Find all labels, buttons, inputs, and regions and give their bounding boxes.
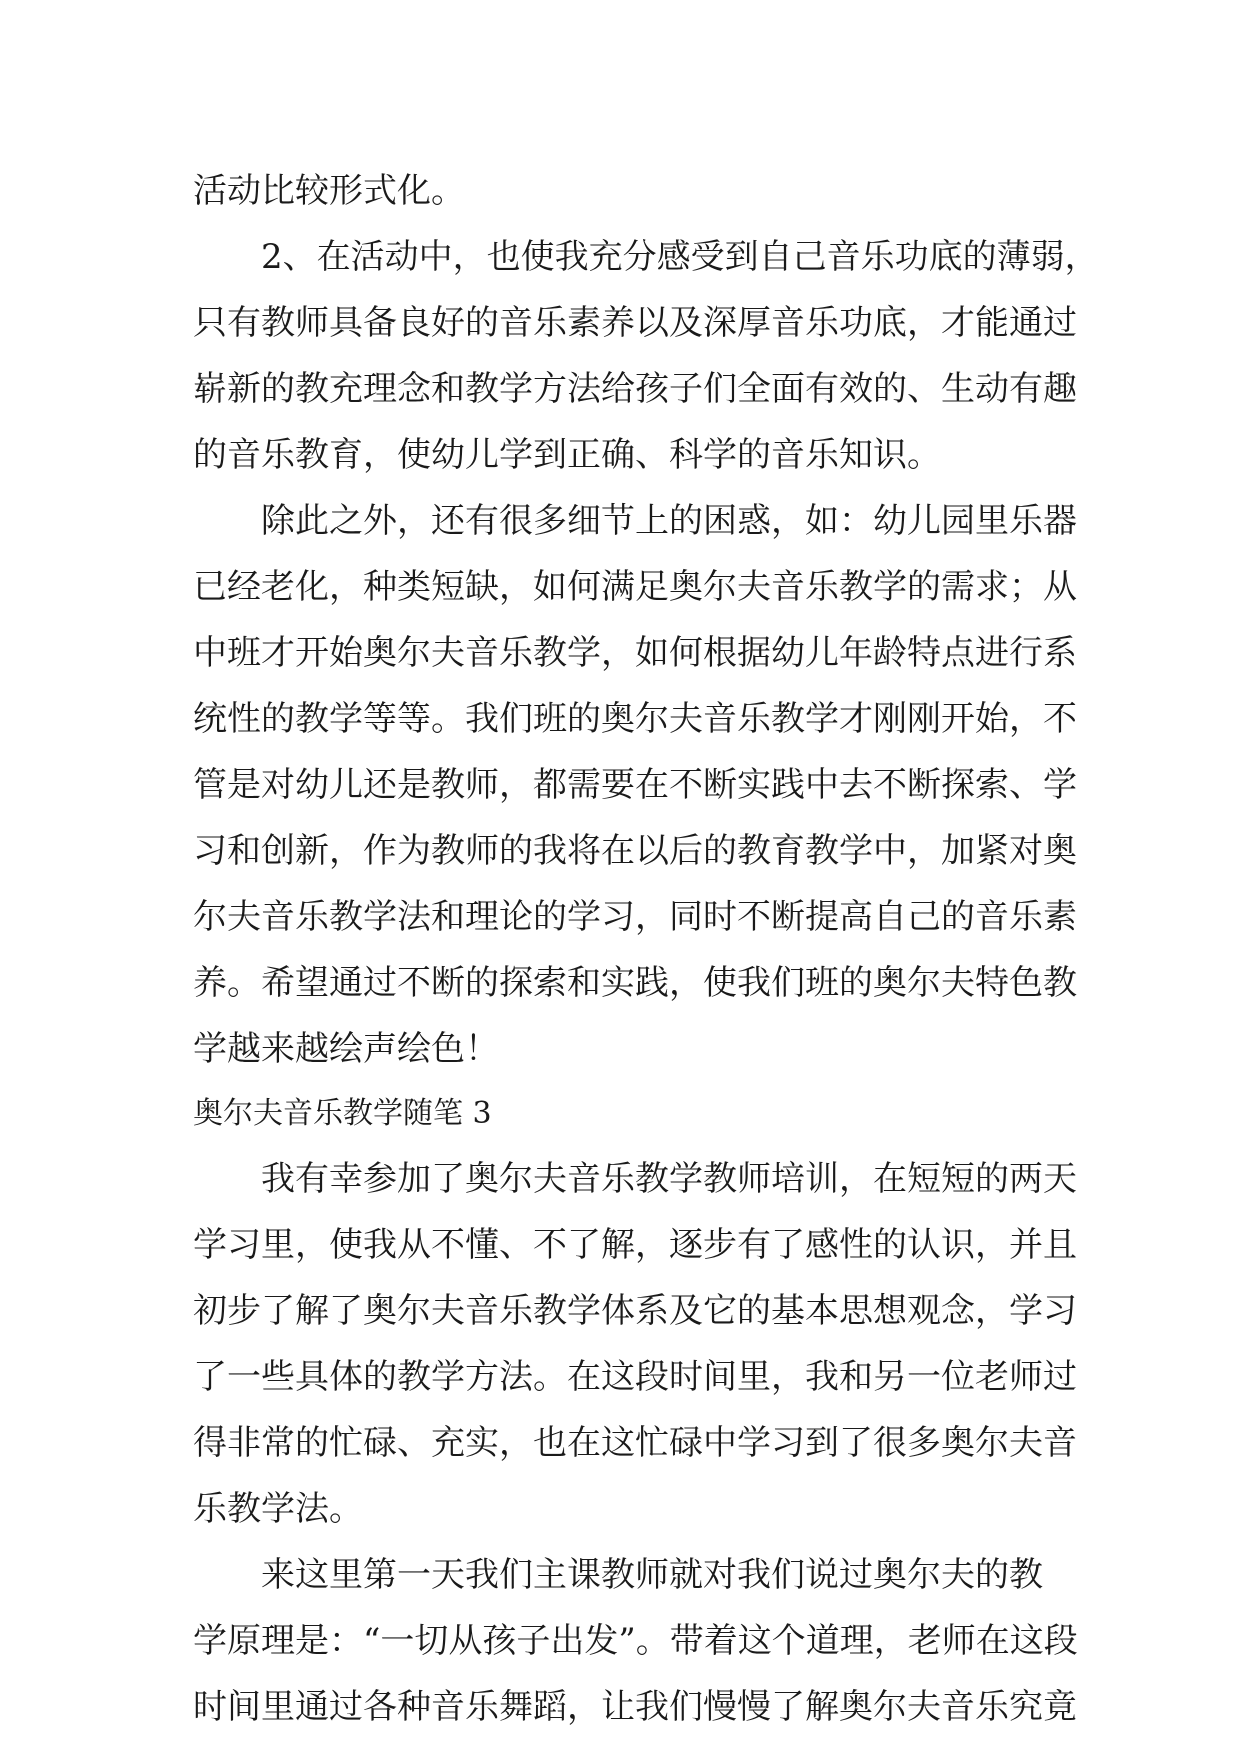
paragraph-line: 习和创新，作为教师的我将在以后的教育教学中，加紧对奥 (193, 831, 1077, 871)
paragraph-line: 的音乐教育，使幼儿学到正确、科学的音乐知识。 (193, 435, 941, 475)
paragraph-line: 来这里第一天我们主课教师就对我们说过奥尔夫的教 (193, 1555, 1043, 1595)
section-heading: 奥尔夫音乐教学随笔 3 (193, 1096, 492, 1131)
paragraph-line: 2、在活动中，也使我充分感受到自己音乐功底的薄弱， (193, 237, 1099, 277)
paragraph-line: 只有教师具备良好的音乐素养以及深厚音乐功底，才能通过 (193, 303, 1077, 343)
paragraph-line: 中班才开始奥尔夫音乐教学，如何根据幼儿年龄特点进行系 (193, 633, 1077, 673)
paragraph-line: 活动比较形式化。 (193, 171, 465, 211)
paragraph-line: 我有幸参加了奥尔夫音乐教学教师培训，在短短的两天 (193, 1159, 1077, 1199)
paragraph-line: 养。希望通过不断的探索和实践，使我们班的奥尔夫特色教 (193, 963, 1077, 1003)
paragraph-line: 了一些具体的教学方法。在这段时间里，我和另一位老师过 (193, 1357, 1077, 1397)
paragraph-line: 时间里通过各种音乐舞蹈，让我们慢慢了解奥尔夫音乐究竟 (193, 1687, 1077, 1727)
paragraph-line: 崭新的教充理念和教学方法给孩子们全面有效的、生动有趣 (193, 369, 1077, 409)
paragraph-line: 除此之外，还有很多细节上的困惑，如：幼儿园里乐器 (193, 501, 1077, 541)
paragraph-line: 统性的教学等等。我们班的奥尔夫音乐教学才刚刚开始，不 (193, 699, 1077, 739)
paragraph-line: 管是对幼儿还是教师，都需要在不断实践中去不断探索、学 (193, 765, 1077, 805)
paragraph-line: 乐教学法。 (193, 1489, 363, 1529)
paragraph-line: 初步了解了奥尔夫音乐教学体系及它的基本思想观念，学习 (193, 1291, 1077, 1331)
document-body (193, 158, 1099, 1740)
paragraph-line: 得非常的忙碌、充实，也在这忙碌中学习到了很多奥尔夫音 (193, 1423, 1077, 1463)
paragraph-line: 学原理是：“一切从孩子出发”。带着这个道理，老师在这段 (193, 1621, 1078, 1661)
paragraph-line: 学越来越绘声绘色！ (193, 1029, 499, 1069)
paragraph-line: 尔夫音乐教学法和理论的学习，同时不断提高自己的音乐素 (193, 897, 1077, 937)
paragraph-line: 已经老化，种类短缺，如何满足奥尔夫音乐教学的需求；从 (193, 567, 1077, 607)
paragraph-line: 学习里，使我从不懂、不了解，逐步有了感性的认识，并且 (193, 1225, 1077, 1265)
